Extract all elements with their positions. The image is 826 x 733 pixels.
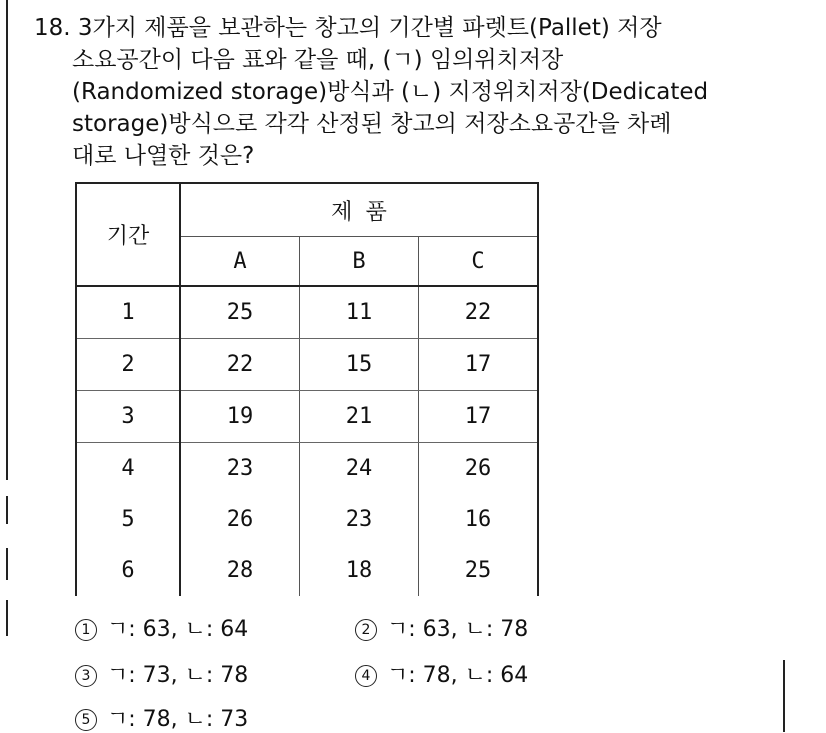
choice-3[interactable] xyxy=(75,658,248,689)
value-cell: 23 xyxy=(180,443,300,495)
left-margin-mark-2 xyxy=(6,548,8,580)
column-header-b: B xyxy=(300,237,419,287)
period-cell: 4 xyxy=(76,443,180,495)
value-cell: 22 xyxy=(419,286,539,339)
value-cell: 19 xyxy=(180,391,300,443)
table-row xyxy=(76,391,538,443)
question-line-3: (Randomized storage)방식과 (ㄴ) 지정위치저장(Dedicated xyxy=(72,79,709,105)
left-margin-line xyxy=(6,0,8,480)
circled-number-icon: 4 xyxy=(355,665,377,687)
product-header: 제 품 xyxy=(180,183,538,237)
question-line-4: storage)방식으로 각각 산정된 창고의 저장소요공간을 차례 xyxy=(72,111,672,137)
value-cell: 18 xyxy=(300,545,419,596)
column-header-c: C xyxy=(419,237,539,287)
value-cell: 28 xyxy=(180,545,300,596)
table-row xyxy=(76,494,538,545)
question-line-5: 대로 나열한 것은? xyxy=(72,143,255,169)
right-margin-mark xyxy=(783,660,785,732)
choice-text: ㄱ: 63, ㄴ: 78 xyxy=(387,617,529,642)
circled-number-icon: 1 xyxy=(75,619,97,641)
choice-text: ㄱ: 73, ㄴ: 78 xyxy=(107,663,249,688)
table-row xyxy=(76,545,538,596)
value-cell: 16 xyxy=(419,494,539,545)
question-line-2: 소요공간이 다음 표와 같을 때, (ㄱ) 임의위치저장 xyxy=(72,47,564,73)
period-header: 기간 xyxy=(76,183,180,286)
choice-5[interactable] xyxy=(75,702,248,733)
question-text xyxy=(34,12,794,172)
left-margin-mark-1 xyxy=(6,496,8,524)
circled-number-icon: 3 xyxy=(75,665,97,687)
value-cell: 26 xyxy=(180,494,300,545)
value-cell: 25 xyxy=(419,545,539,596)
circled-number-icon: 2 xyxy=(355,619,377,641)
choice-text: ㄱ: 63, ㄴ: 64 xyxy=(107,617,249,642)
value-cell: 17 xyxy=(419,339,539,391)
choice-text: ㄱ: 78, ㄴ: 64 xyxy=(387,663,529,688)
question-number: 18. xyxy=(34,15,71,41)
value-cell: 21 xyxy=(300,391,419,443)
period-cell: 6 xyxy=(76,545,180,596)
storage-table xyxy=(75,182,539,596)
value-cell: 26 xyxy=(419,443,539,495)
value-cell: 23 xyxy=(300,494,419,545)
period-cell: 5 xyxy=(76,494,180,545)
value-cell: 17 xyxy=(419,391,539,443)
value-cell: 15 xyxy=(300,339,419,391)
choice-text: ㄱ: 78, ㄴ: 73 xyxy=(107,707,249,732)
period-cell: 1 xyxy=(76,286,180,339)
question-line-1: 18. 3가지 제품을 보관하는 창고의 기간별 파렛트(Pallet) 저장 xyxy=(34,15,662,41)
choice-4[interactable] xyxy=(355,658,528,689)
period-cell: 2 xyxy=(76,339,180,391)
table-row xyxy=(76,443,538,495)
value-cell: 22 xyxy=(180,339,300,391)
circled-number-icon: 5 xyxy=(75,709,97,731)
value-cell: 11 xyxy=(300,286,419,339)
value-cell: 25 xyxy=(180,286,300,339)
column-header-a: A xyxy=(180,237,300,287)
period-cell: 3 xyxy=(76,391,180,443)
table-row xyxy=(76,286,538,339)
table-row xyxy=(76,339,538,391)
value-cell: 24 xyxy=(300,443,419,495)
choice-1[interactable] xyxy=(75,612,248,643)
choice-2[interactable] xyxy=(355,612,528,643)
left-margin-mark-3 xyxy=(6,600,8,636)
